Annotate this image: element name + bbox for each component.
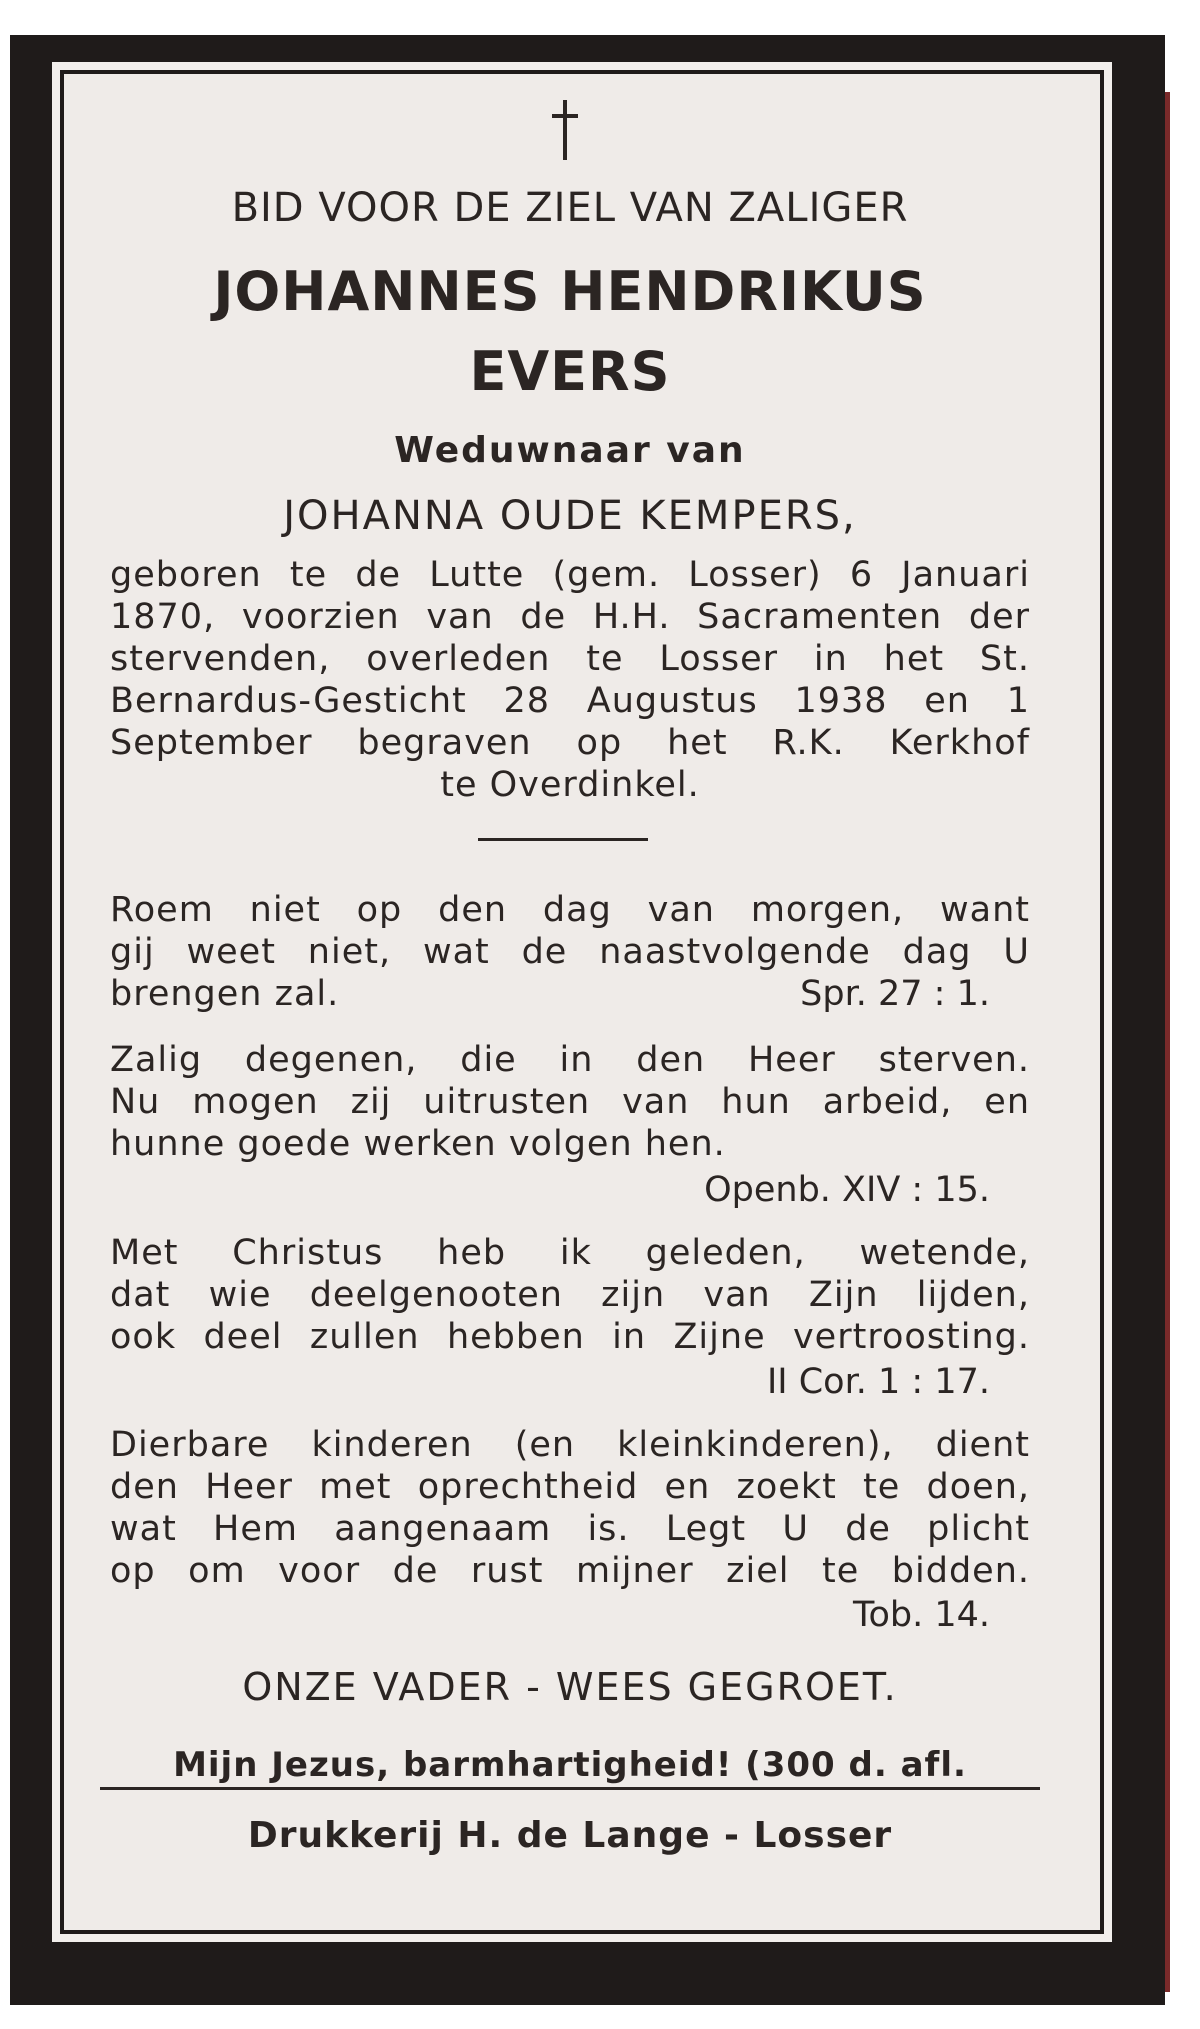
- printer-credit: Drukkerij H. de Lange - Losser: [247, 1815, 893, 1856]
- verse-line: brengen zal.: [110, 974, 340, 1014]
- verse-line: gij weet niet, wat de naastvolgende dag U: [110, 932, 1030, 972]
- verse-line: Roem niet op den dag van morgen, want: [110, 890, 1030, 930]
- verse-line: ook deel zullen hebben in Zijne vertroosting.: [110, 1317, 1030, 1357]
- divider-footer: [100, 1787, 1040, 1790]
- bio-line: te Overdinkel.: [440, 765, 700, 805]
- widower-label: Weduwnaar van: [394, 430, 746, 471]
- bio-line: geboren te de Lutte (gem. Losser) 6 Januari: [110, 555, 1030, 595]
- deceased-name-line1: JOHANNES HENDRIKUS: [213, 260, 927, 323]
- bio-line: stervenden, overleden te Losser in het St.: [110, 639, 1030, 679]
- verse-line: dat wie deelgenooten zijn van Zijn lijden,: [110, 1275, 1030, 1315]
- cross-icon: [550, 100, 580, 160]
- verse-reference: Spr. 27 : 1.: [800, 974, 990, 1014]
- prayer-line: ONZE VADER - WEES GEGROET.: [242, 1665, 898, 1709]
- bio-line: September begraven op het R.K. Kerkhof: [110, 723, 1030, 763]
- verse-line: hunne goede werken volgen hen.: [110, 1124, 726, 1164]
- verse-line: wat Hem aangenaam is. Legt U de plicht: [110, 1509, 1030, 1549]
- deceased-name-line2: EVERS: [469, 340, 671, 403]
- verse-line: Nu mogen zij uitrusten van hun arbeid, en: [110, 1082, 1030, 1122]
- card-heading: BID VOOR DE ZIEL VAN ZALIGER: [231, 185, 909, 231]
- verse-reference: Tob. 14.: [853, 1595, 990, 1635]
- verse-line: op om voor de rust mijner ziel te bidden.: [110, 1551, 1030, 1591]
- bio-line: Bernardus-Gesticht 28 Augustus 1938 en 1: [110, 681, 1030, 721]
- bio-line: 1870, voorzien van de H.H. Sacramenten der: [110, 597, 1030, 637]
- verse-line: Zalig degenen, die in den Heer sterven.: [110, 1040, 1030, 1080]
- verse-reference: Openb. XIV : 15.: [704, 1170, 990, 1210]
- spouse-name: JOHANNA OUDE KEMPERS,: [283, 493, 857, 539]
- divider-short: [478, 838, 648, 841]
- invocation-line: Mijn Jezus, barmhartigheid! (300 d. afl.: [173, 1745, 967, 1785]
- verse-line: den Heer met oprechtheid en zoekt te doen,: [110, 1467, 1030, 1507]
- verse-reference: II Cor. 1 : 17.: [766, 1362, 990, 1402]
- verse-line: Dierbare kinderen (en kleinkinderen), dient: [110, 1425, 1030, 1465]
- verse-line: Met Christus heb ik geleden, wetende,: [110, 1233, 1030, 1273]
